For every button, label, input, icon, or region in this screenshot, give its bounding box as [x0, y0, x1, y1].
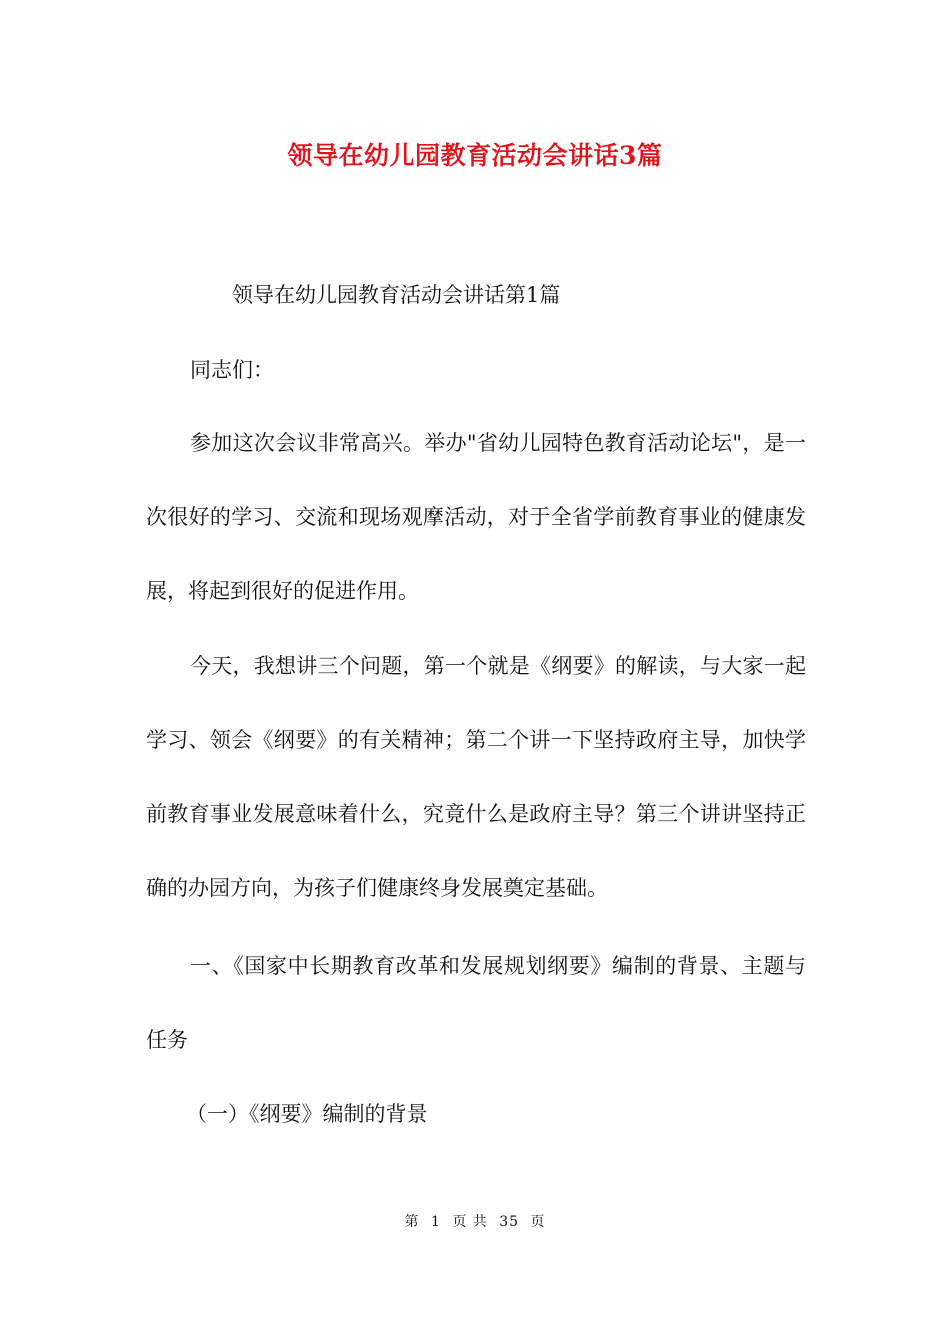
footer-suffix: 页 [530, 1214, 546, 1230]
subsection-heading-paragraph: （一）《纲要》编制的背景 [186, 1102, 428, 1126]
body-paragraph: 参加这次会议非常高兴。举办"省幼儿园特色教育活动论坛"，是一次很好的学习、交流和现场观摩活动，对于全省学前教育事业的健康发展，将起到很好的促进作用。 [146, 431, 806, 603]
footer-middle: 页 共 [452, 1214, 488, 1230]
footer-prefix: 第 [404, 1214, 420, 1230]
footer-total-pages: 35 [499, 1214, 520, 1230]
body-paragraph: 今天，我想讲三个问题，第一个就是《纲要》的解读，与大家一起学习、领会《纲要》的有关精神；第二个讲一下坚持政府主导，加快学前教育事业发展意味着什么，究竟什么是政府主导？第三个讲讲坚持正确的办园方向，为孩子们健康终身发展奠定基础。 [146, 654, 806, 900]
section-subtitle: 领导在幼儿园教育活动会讲话第1篇 [232, 283, 561, 307]
section-heading-paragraph: 一、《国家中长期教育改革和发展规划纲要》编制的背景、主题与任务 [146, 954, 806, 1052]
footer-page-number: 1 [430, 1214, 441, 1230]
page-footer [0, 1211, 950, 1231]
salutation-paragraph: 同志们： [190, 358, 274, 382]
document-title: 领导在幼儿园教育活动会讲话3篇 [287, 141, 663, 170]
